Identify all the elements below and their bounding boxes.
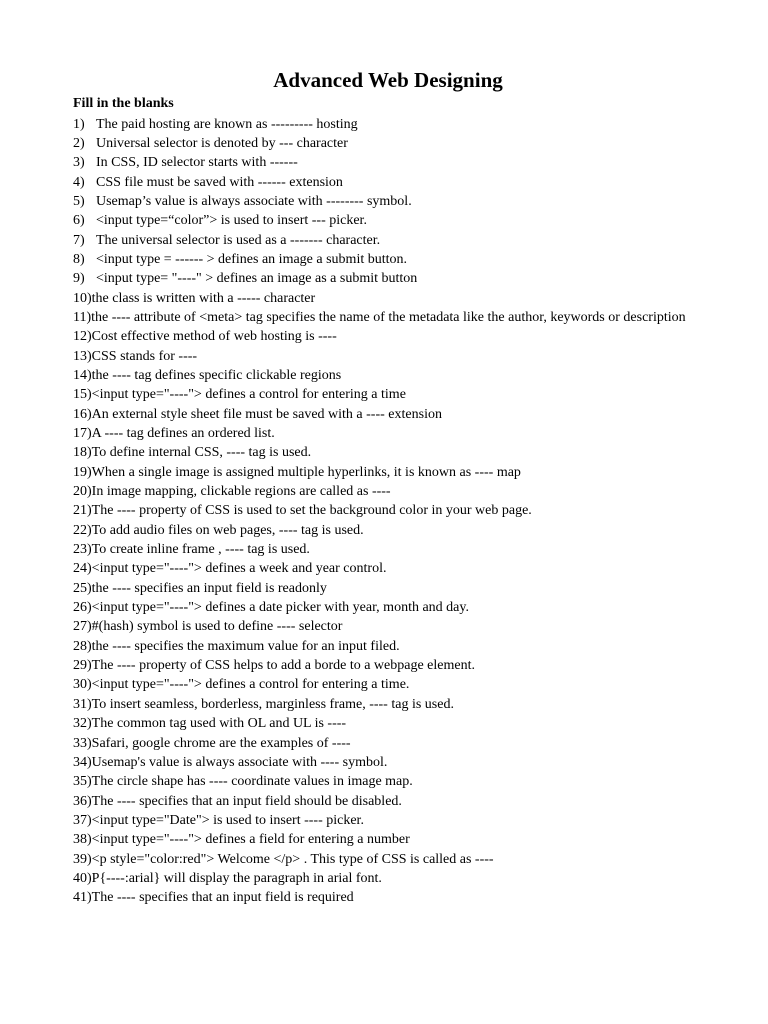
question-number: 23): [73, 542, 92, 558]
question-text: The ---- specifies that an input field is required: [91, 890, 354, 906]
question-item: [73, 366, 693, 385]
question-text: <input type="Date"> is used to insert ---- picker.: [91, 812, 364, 828]
question-number: 35): [73, 774, 92, 790]
question-item: [73, 327, 693, 346]
section-heading: Fill in the blanks: [73, 96, 174, 111]
question-text: Cost effective method of web hosting is ----: [91, 329, 337, 345]
question-number: 17): [73, 426, 92, 441]
question-item: [73, 869, 693, 888]
question-item: [73, 617, 693, 636]
question-number: 5): [73, 193, 85, 209]
question-item: [73, 637, 693, 656]
question-item: [73, 656, 693, 675]
question-text: <input type="----"> defines a control for entering a time.: [91, 677, 410, 693]
question-number: 14): [73, 367, 92, 383]
question-text: The circle shape has ---- coordinate values in image map.: [91, 774, 413, 790]
question-item: [73, 598, 693, 617]
question-number: 13): [73, 348, 92, 364]
question-number: 30): [73, 677, 92, 693]
question-number: 10): [73, 290, 92, 306]
question-item: [73, 115, 693, 134]
question-text: Universal selector is denoted by --- character: [96, 135, 348, 151]
question-item: [73, 424, 693, 443]
question-number: 2): [73, 135, 85, 151]
question-text: the ---- specifies an input field is readonly: [91, 580, 327, 596]
question-text: In CSS, ID selector starts with ------: [96, 155, 298, 171]
question-text: <p style="color:red"> Welcome </p> . This type of CSS is called as ----: [91, 851, 494, 867]
question-text: The ---- property of CSS is used to set the background color in your web page.: [91, 503, 532, 519]
question-number: 36): [73, 793, 92, 809]
question-list: [73, 115, 693, 908]
question-number: 4): [73, 174, 85, 190]
question-item: [73, 482, 693, 501]
question-text: <input type="----"> defines a field for entering a number: [91, 832, 410, 848]
question-text: <input type="----"> defines a date picker with year, month and day.: [91, 600, 469, 616]
question-text: Usemap's value is always associate with ---- symbol.: [91, 754, 388, 770]
question-text: A ---- tag defines an ordered list.: [91, 426, 275, 441]
question-text: the class is written with a ----- character: [91, 290, 316, 306]
question-text: The ---- property of CSS helps to add a borde to a webpage element.: [91, 658, 475, 674]
question-text: the ---- attribute of <meta> tag specifies the name of the metadata like the author, keywords or description: [91, 309, 686, 325]
question-text: Safari, google chrome are the examples of ----: [91, 735, 351, 751]
question-item: [73, 888, 693, 907]
question-number: 41): [73, 890, 92, 906]
question-number: 11): [73, 309, 92, 325]
question-number: 27): [73, 619, 92, 635]
question-item: [73, 792, 693, 811]
question-number: 9): [73, 271, 85, 287]
question-item: [73, 463, 693, 482]
question-item: [73, 675, 693, 694]
question-item: [73, 501, 693, 520]
question-item: [73, 405, 693, 424]
question-item: [73, 753, 693, 772]
document-title: Advanced Web Designing: [273, 68, 503, 92]
question-text: In image mapping, clickable regions are called as ----: [91, 484, 391, 500]
question-text: To create inline frame , ---- tag is used.: [91, 542, 310, 558]
question-text: An external style sheet file must be saved with a ---- extension: [91, 406, 442, 422]
question-item: [73, 269, 693, 288]
question-item: [73, 811, 693, 830]
question-number: 3): [73, 155, 85, 171]
question-number: 7): [73, 232, 85, 248]
question-number: 38): [73, 832, 92, 848]
question-item: [73, 579, 693, 598]
question-item: [73, 385, 693, 404]
question-number: 22): [73, 522, 92, 538]
question-text: <input type="----"> defines a control for entering a time: [91, 387, 406, 403]
question-item: [73, 289, 693, 308]
question-item: [73, 443, 693, 462]
question-item: [73, 347, 693, 366]
question-number: 24): [73, 561, 92, 577]
question-text: CSS stands for ----: [91, 348, 198, 364]
question-item: [73, 192, 693, 211]
question-item: [73, 250, 693, 269]
question-number: 37): [73, 812, 92, 828]
question-text: The common tag used with OL and UL is ----: [91, 716, 347, 732]
question-item: [73, 211, 693, 230]
question-text: #(hash) symbol is used to define ---- selector: [91, 619, 343, 635]
question-number: 21): [73, 503, 92, 519]
question-text: <input type=“color”> is used to insert --- picker.: [96, 213, 367, 229]
question-number: 28): [73, 638, 92, 654]
question-number: 18): [73, 445, 92, 461]
question-text: To add audio files on web pages, ---- tag is used.: [91, 522, 364, 538]
question-text: To insert seamless, borderless, marginless frame, ---- tag is used.: [91, 696, 454, 712]
question-text: The universal selector is used as a ------- character.: [96, 232, 381, 248]
question-number: 16): [73, 406, 92, 422]
question-number: 15): [73, 387, 92, 403]
question-number: 1): [73, 116, 85, 132]
question-item: [73, 540, 693, 559]
question-item: [73, 153, 693, 172]
question-item: [73, 559, 693, 578]
question-number: 32): [73, 716, 92, 732]
question-text: the ---- tag defines specific clickable regions: [91, 367, 342, 383]
question-item: [73, 308, 693, 327]
question-text: the ---- specifies the maximum value for an input filed.: [91, 638, 400, 654]
question-text: P{----:arial} will display the paragraph in arial font.: [91, 870, 382, 886]
question-item: [73, 772, 693, 791]
question-number: 33): [73, 735, 92, 751]
question-number: 29): [73, 658, 92, 674]
question-text: Usemap’s value is always associate with -------- symbol.: [96, 193, 412, 209]
question-item: [73, 734, 693, 753]
question-text: When a single image is assigned multiple hyperlinks, it is known as ---- map: [91, 464, 521, 480]
question-text: To define internal CSS, ---- tag is used.: [91, 445, 312, 461]
question-number: 12): [73, 329, 92, 345]
question-number: 31): [73, 696, 92, 712]
question-item: [73, 231, 693, 250]
question-text: The paid hosting are known as --------- hosting: [96, 116, 358, 132]
question-number: 39): [73, 851, 92, 867]
question-number: 25): [73, 580, 92, 596]
question-number: 40): [73, 870, 92, 886]
question-item: [73, 714, 693, 733]
question-number: 6): [73, 213, 85, 229]
question-number: 20): [73, 484, 92, 500]
question-text: <input type= "----" > defines an image as a submit button: [96, 271, 418, 287]
question-item: [73, 173, 693, 192]
question-item: [73, 521, 693, 540]
question-text: CSS file must be saved with ------ extension: [96, 174, 343, 190]
question-item: [73, 134, 693, 153]
question-text: The ---- specifies that an input field should be disabled.: [91, 793, 402, 809]
question-number: 8): [73, 251, 85, 267]
question-item: [73, 830, 693, 849]
question-text: <input type="----"> defines a week and year control.: [91, 561, 387, 577]
question-number: 19): [73, 464, 92, 480]
question-number: 26): [73, 600, 92, 616]
question-number: 34): [73, 754, 92, 770]
question-text: <input type = ------ > defines an image a submit button.: [96, 251, 408, 267]
question-item: [73, 695, 693, 714]
question-item: [73, 850, 693, 869]
